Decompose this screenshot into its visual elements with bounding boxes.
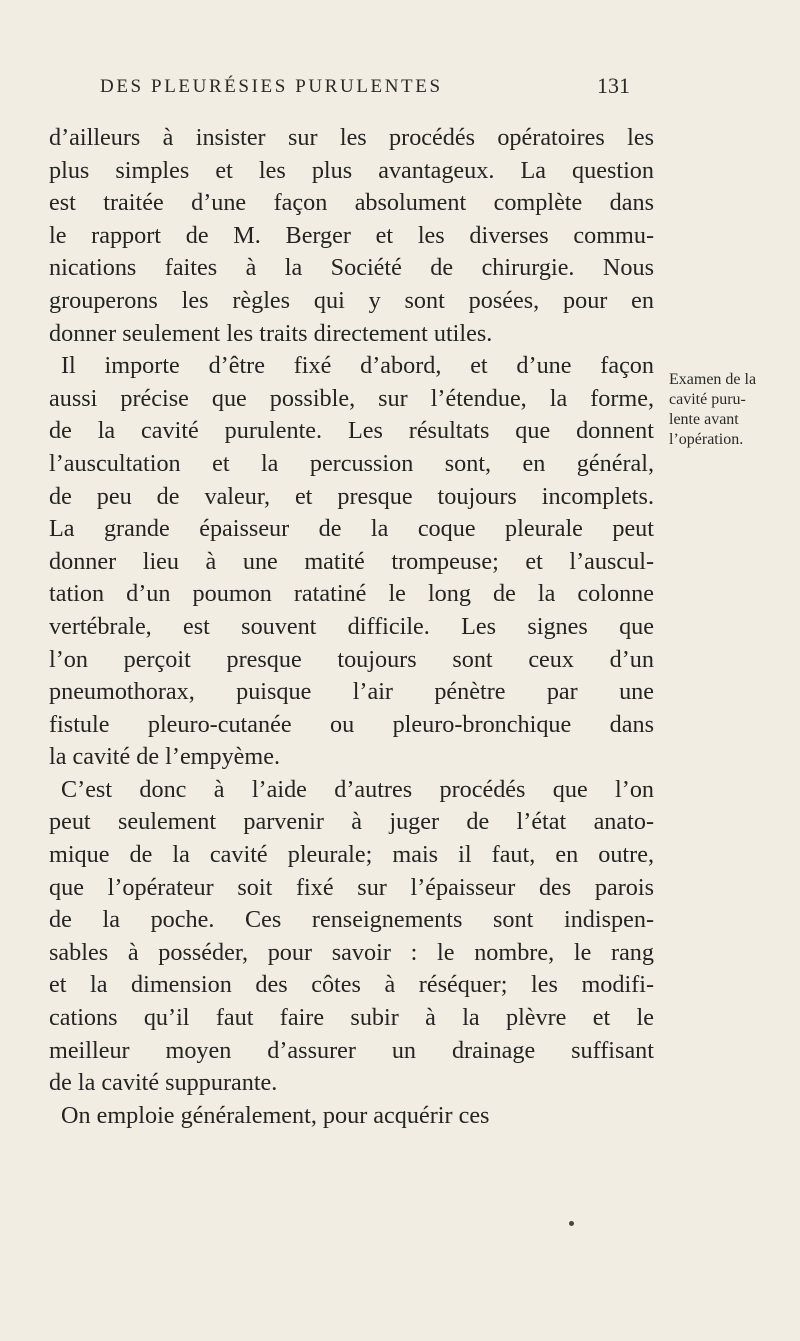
text-line: donner lieu à une matité trompeuse; et l’auscul- (49, 547, 654, 575)
text-line: que l’opérateur soit fixé sur l’épaisseur des parois (49, 873, 654, 901)
text-line: C’est donc à l’aide d’autres procédés que l’on (61, 775, 654, 803)
text-line: nications faites à la Société de chirurgie. Nous (49, 254, 654, 282)
text-line: aussi précise que possible, sur l’étendue, la forme, (49, 384, 654, 412)
margin-note (669, 370, 797, 450)
text-line: d’ailleurs à insister sur les procédés opératoires les (49, 124, 654, 151)
text-line: plus simples et les plus avantageux. La question (49, 156, 654, 184)
body-text (49, 122, 654, 1132)
text-line: et la dimension des côtes à réséquer; les modifi- (49, 971, 654, 999)
text-line: grouperons les règles qui y sont posées, pour en (49, 286, 654, 314)
page-number: 131 (597, 73, 630, 98)
ink-speck (569, 1221, 574, 1226)
text-line: de la poche. Ces renseignements sont indispen- (49, 906, 654, 934)
text-line: sables à posséder, pour savoir : le nombre, le rang (49, 938, 654, 966)
text-line: de la cavité purulente. Les résultats que donnent (49, 417, 654, 445)
margin-note-line: cavité puru- (669, 391, 746, 408)
margin-note-line: l’opération. (669, 431, 744, 448)
text-line: de la cavité suppurante. (49, 1069, 278, 1097)
text-line: pneumothorax, puisque l’air pénètre par une (49, 678, 654, 706)
running-head (100, 73, 640, 106)
text-line: mique de la cavité pleurale; mais il faut, en outre, (49, 841, 654, 869)
text-line: l’auscultation et la percussion sont, en général, (49, 449, 654, 477)
text-line: cations qu’il faut faire subir à la plèvre et le (49, 1004, 654, 1032)
text-line: peut seulement parvenir à juger de l’état anato- (49, 808, 654, 836)
margin-note-line: Examen de la (669, 371, 757, 388)
text-line: l’on perçoit presque toujours sont ceux d’un (49, 645, 654, 673)
text-line: est traitée d’une façon absolument complète dans (49, 189, 654, 217)
text-line: meilleur moyen d’assurer un drainage suffisant (49, 1036, 654, 1064)
text-line: le rapport de M. Berger et les diverses commu- (49, 221, 654, 249)
text-line: vertébrale, est souvent difficile. Les signes que (49, 612, 654, 640)
text-line: tation d’un poumon ratatiné le long de la colonne (49, 580, 654, 608)
text-line: de peu de valeur, et presque toujours incomplets. (49, 482, 654, 510)
text-line: Il importe d’être fixé d’abord, et d’une façon (61, 352, 654, 380)
text-line: On emploie généralement, pour acquérir ces (61, 1101, 490, 1129)
text-line: la cavité de l’empyème. (49, 743, 281, 771)
text-line: donner seulement les traits directement utiles. (49, 319, 493, 347)
running-title: DES PLEURÉSIES PURULENTES (100, 76, 443, 97)
text-line: fistule pleuro-cutanée ou pleuro-bronchique dans (49, 710, 654, 738)
margin-note-line: lente avant (669, 411, 739, 428)
text-line: La grande épaisseur de la coque pleurale peut (49, 515, 654, 543)
